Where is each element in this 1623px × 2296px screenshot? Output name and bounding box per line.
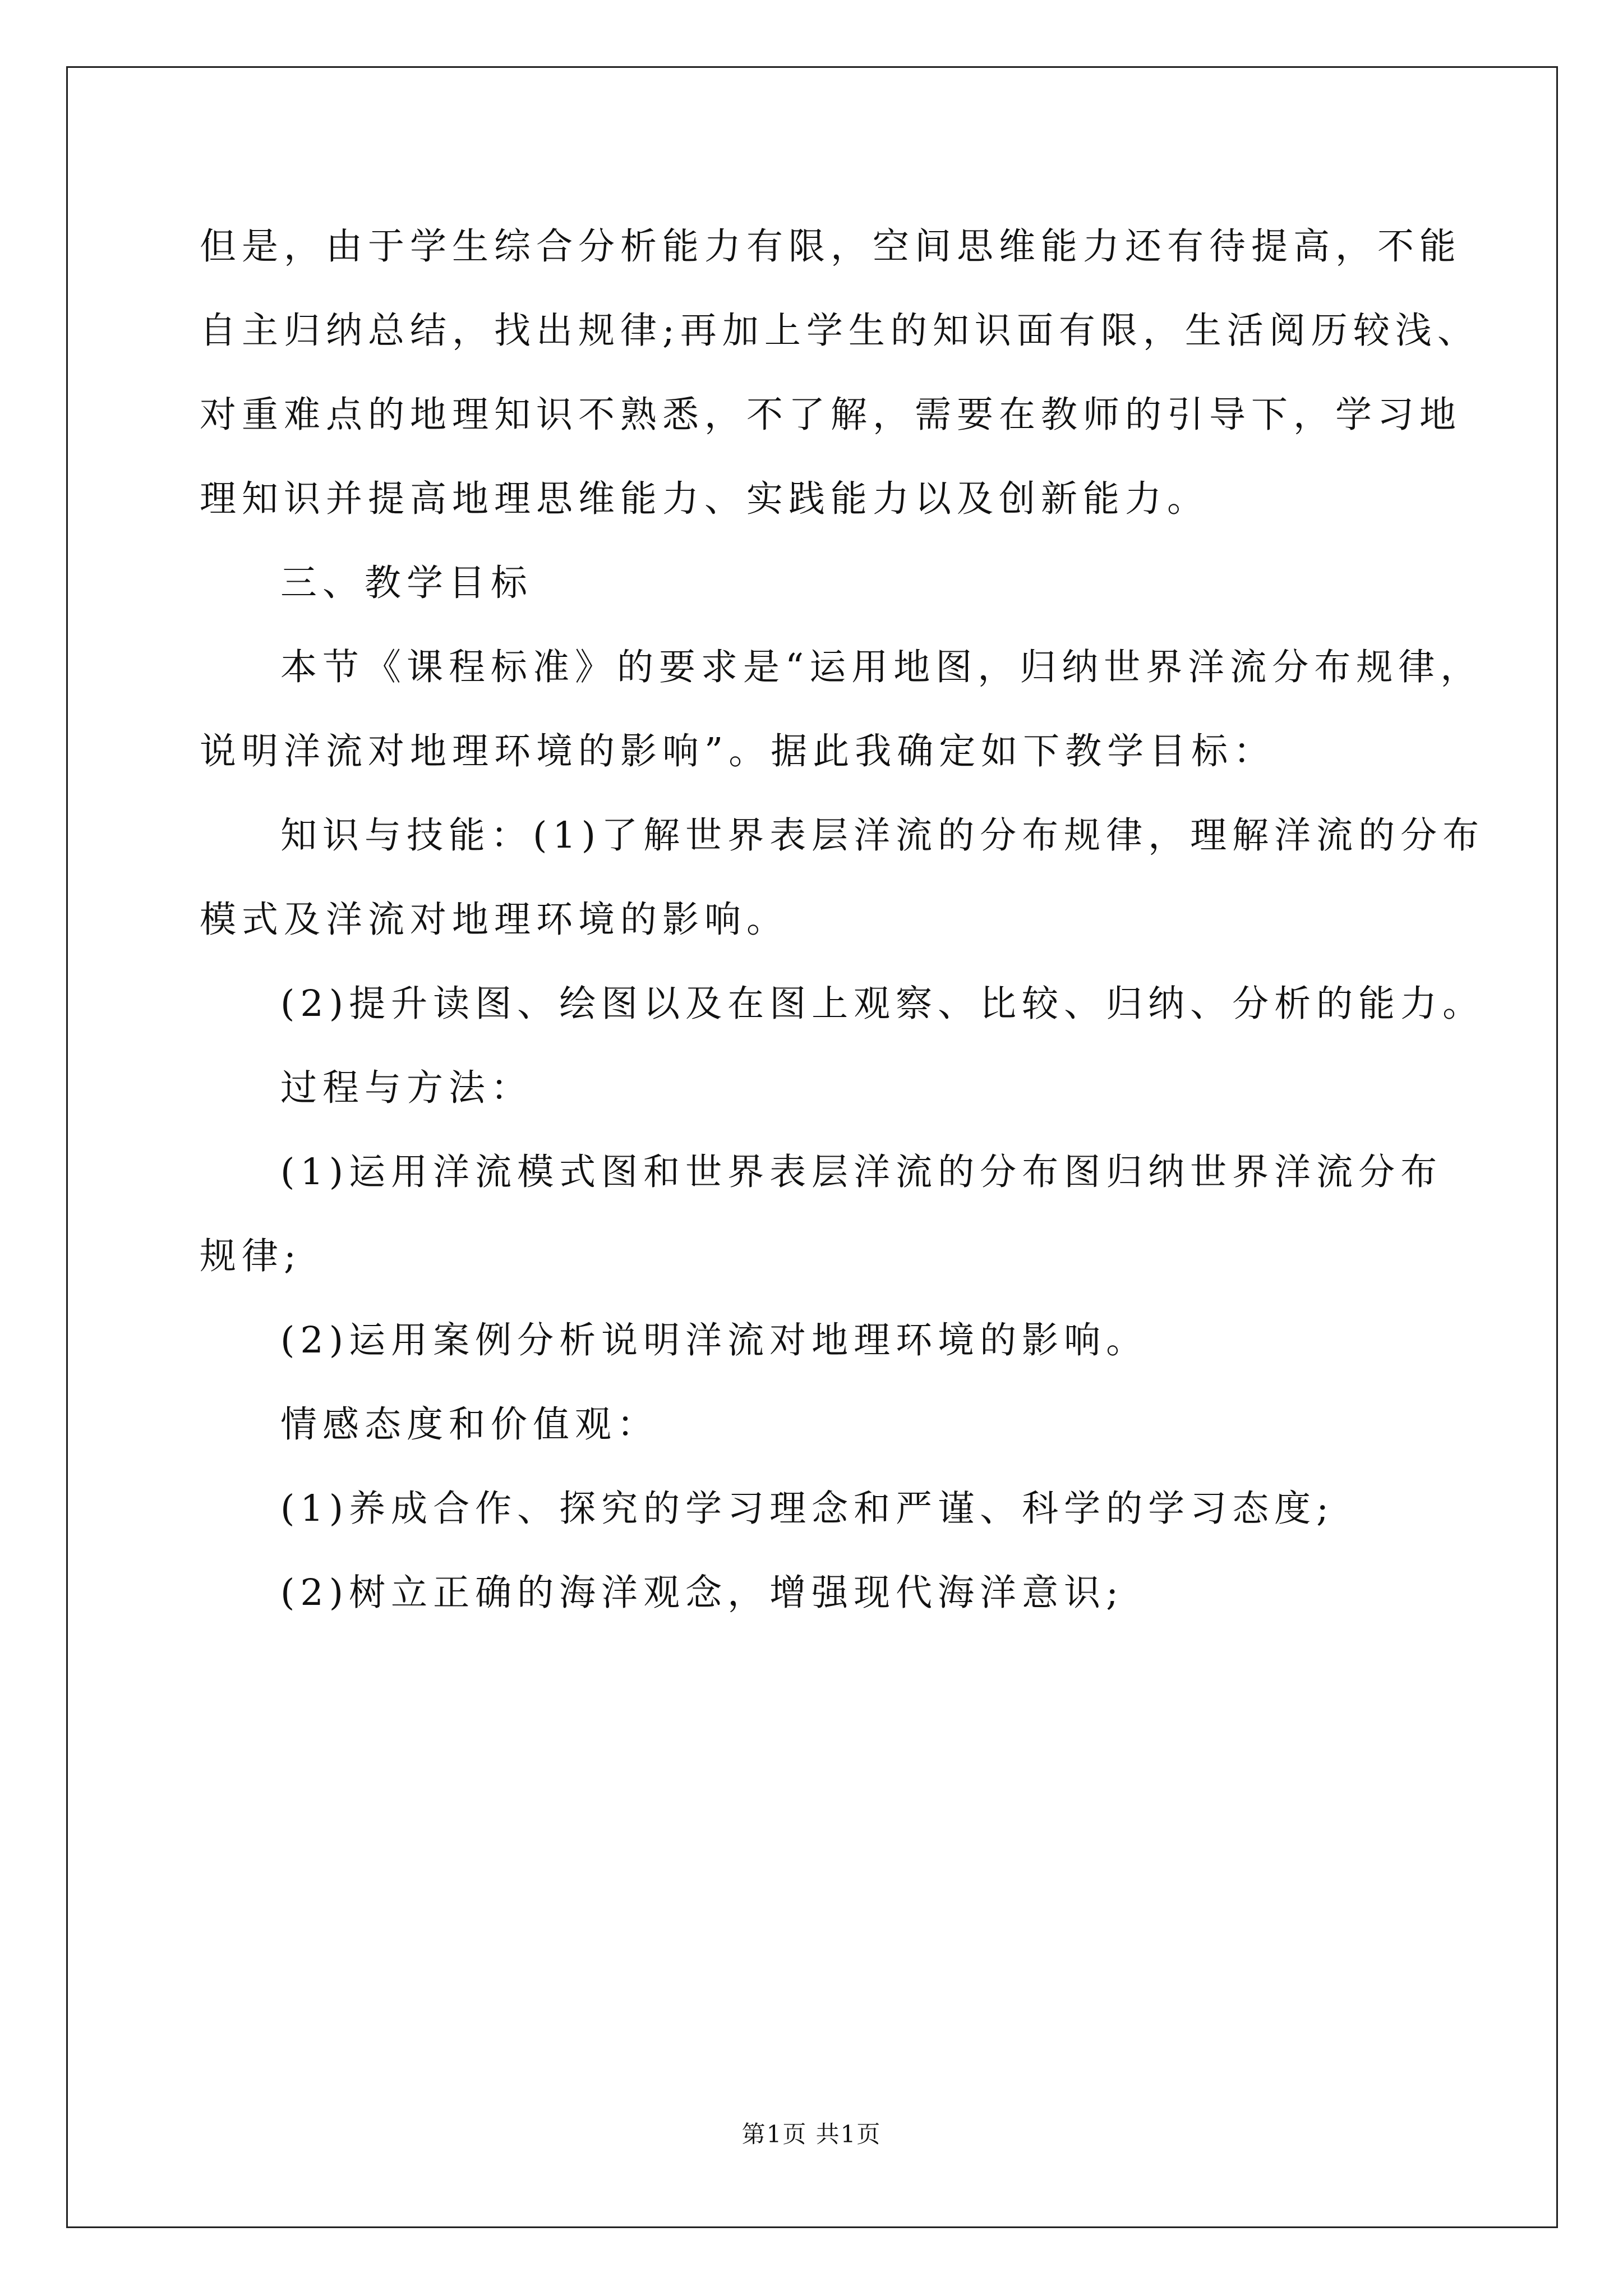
text-line-8: 知识与技能：(1)了解世界表层洋流的分布规律，理解洋流的分布 bbox=[280, 815, 1485, 857]
text-line-15: 情感态度和价值观： bbox=[280, 1404, 660, 1446]
text-line-11: 过程与方法： bbox=[280, 1067, 533, 1109]
text-line-14: (2)运用案例分析说明洋流对地理环境的影响。 bbox=[280, 1319, 1149, 1361]
text-line-10: (2)提升读图、绘图以及在图上观察、比较、归纳、分析的能力。 bbox=[280, 983, 1485, 1025]
text-line-9: 模式及洋流对地理环境的影响。 bbox=[200, 899, 789, 941]
text-line-13: 规律; bbox=[200, 1235, 302, 1277]
text-line-16: (1)养成合作、探究的学习理念和严谨、科学的学习态度; bbox=[280, 1488, 1334, 1530]
page-footer: 第1页 共1页 bbox=[741, 2120, 882, 2148]
text-line-2: 自主归纳总结，找出规律;再加上学生的知识面有限，生活阅历较浅、 bbox=[200, 310, 1479, 352]
page-border bbox=[66, 66, 1558, 2228]
text-line-4: 理知识并提高地理思维能力、实践能力以及创新能力。 bbox=[200, 478, 1210, 520]
text-line-1: 但是，由于学生综合分析能力有限，空间思维能力还有待提高，不能 bbox=[200, 226, 1462, 268]
text-line-7: 说明洋流对地理环境的影响”。据此我确定如下教学目标： bbox=[200, 730, 1276, 772]
text-line-17: (2)树立正确的海洋观念，增强现代海洋意识; bbox=[280, 1572, 1124, 1614]
section-heading: 三、教学目标 bbox=[280, 562, 533, 604]
text-line-12: (1)运用洋流模式图和世界表层洋流的分布图归纳世界洋流分布 bbox=[280, 1151, 1443, 1193]
text-line-3: 对重难点的地理知识不熟悉，不了解，需要在教师的引导下，学习地 bbox=[200, 394, 1462, 436]
text-line-6: 本节《课程标准》的要求是“运用地图，归纳世界洋流分布规律， bbox=[280, 646, 1483, 688]
